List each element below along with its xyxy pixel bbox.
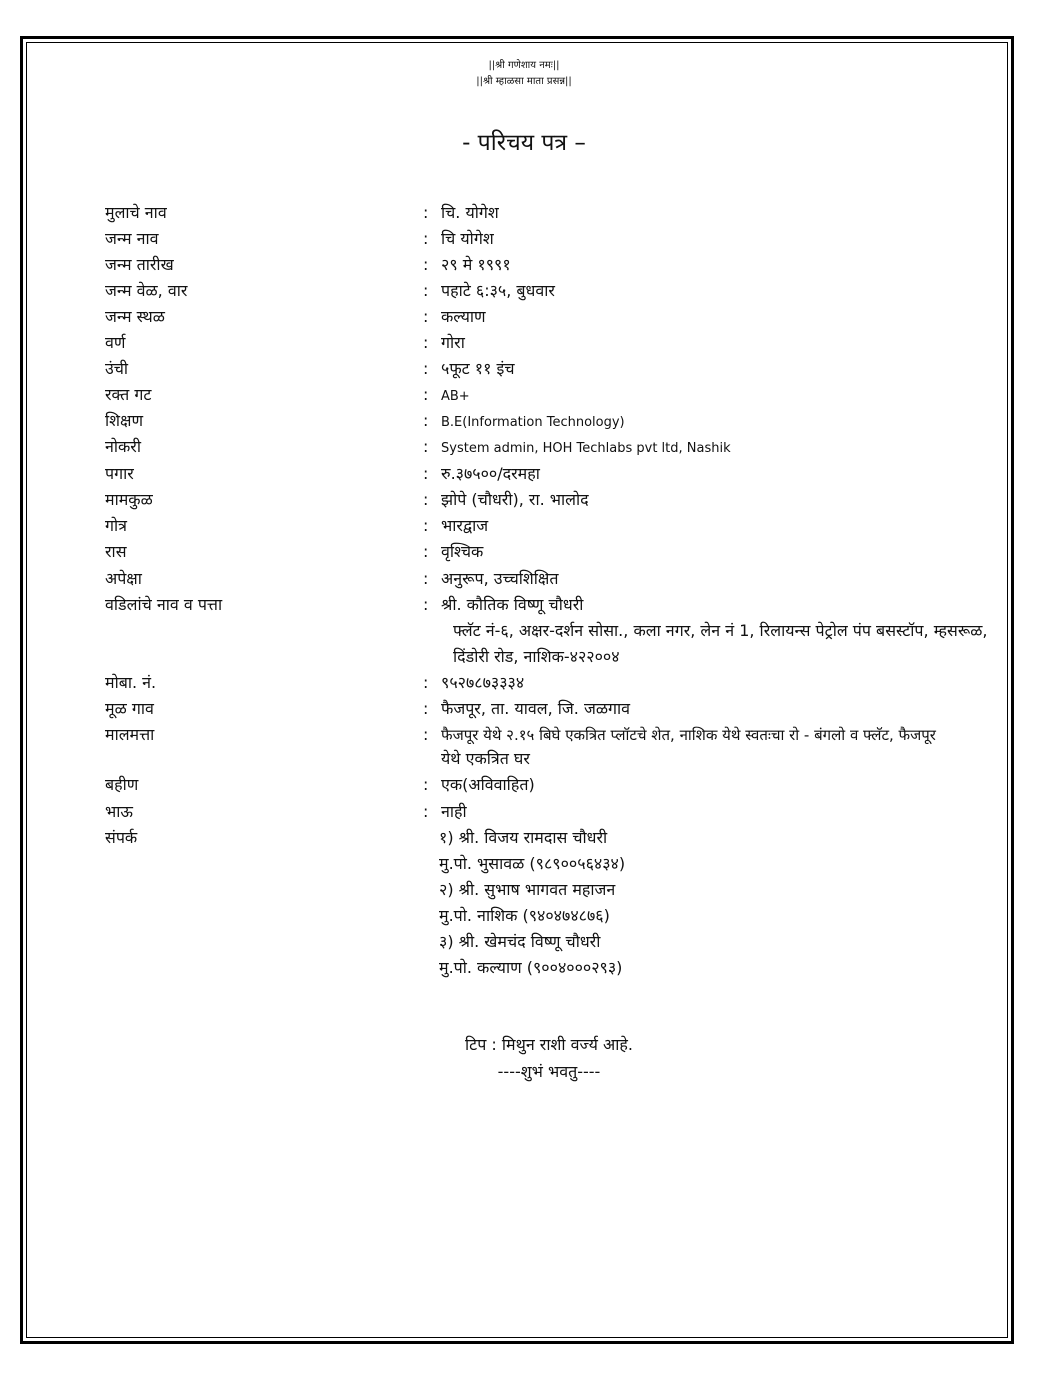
field-colon: : xyxy=(423,595,429,614)
field-colon: : xyxy=(423,203,429,222)
field-value-birth-date: २९ मे १९९१ xyxy=(441,255,511,274)
field-label-salary: पगार xyxy=(105,464,134,483)
field-label-complexion: वर्ण xyxy=(105,333,126,352)
field-value-birth-place: कल्याण xyxy=(441,307,486,326)
field-label-name: मुलाचे नाव xyxy=(105,203,167,222)
field-value-job: System admin, HOH Techlabs pvt ltd, Nashik xyxy=(441,441,731,456)
field-value-native-place: फैजपूर, ता. यावल, जि. जळगाव xyxy=(441,699,631,718)
field-label-education: शिक्षण xyxy=(105,411,144,430)
contact-line-4: मु.पो. नाशिक (९४०४७४८७६) xyxy=(439,906,610,925)
field-colon: : xyxy=(423,699,429,718)
document-title: - परिचय पत्र – xyxy=(462,130,586,156)
field-label-birth-place: जन्म स्थळ xyxy=(105,307,165,326)
field-label-gotra: गोत्र xyxy=(105,516,127,535)
contact-line-5: ३) श्री. खेमचंद विष्णू चौधरी xyxy=(439,932,601,951)
field-colon: : xyxy=(423,775,429,794)
field-label-father: वडिलांचे नाव व पत्ता xyxy=(105,595,223,614)
contact-line-3: २) श्री. सुभाष भागवत महाजन xyxy=(439,880,616,899)
field-label-height: उंची xyxy=(105,359,129,378)
footer-tip: टिप : मिथुन राशी वर्ज्य आहे. xyxy=(465,1035,633,1054)
field-colon: : xyxy=(423,281,429,300)
invocation-mhalsa: ||श्री म्हाळसा माता प्रसन्न|| xyxy=(476,76,572,87)
field-colon: : xyxy=(423,673,429,692)
field-value-father: श्री. कौतिक विष्णू चौधरी xyxy=(441,595,584,614)
field-label-native-place: मूळ गाव xyxy=(105,699,154,718)
field-value-gotra: भारद्वाज xyxy=(441,516,489,535)
field-label-job: नोकरी xyxy=(105,437,142,456)
field-value-height: ५फूट ११ इंच xyxy=(441,359,515,378)
field-value-sister: एक(अविवाहित) xyxy=(441,775,535,794)
field-colon: : xyxy=(423,464,429,483)
field-label-birth-name: जन्म नाव xyxy=(105,229,159,248)
field-value-mobile: ९५२७८७३३३४ xyxy=(441,673,525,692)
field-colon: : xyxy=(423,411,429,430)
invocation-ganesha: ||श्री गणेशाय नमः|| xyxy=(488,60,560,71)
contact-line-2: मु.पो. भुसावळ (९८९००५६४३४) xyxy=(439,854,626,873)
field-colon: : xyxy=(423,569,429,588)
field-value-rashi: वृश्चिक xyxy=(441,542,484,561)
field-label-blood-group: रक्त गट xyxy=(105,385,152,404)
field-label-maternal-family: मामकुळ xyxy=(105,490,153,509)
field-colon: : xyxy=(423,255,429,274)
field-value-expectation: अनुरूप, उच्चशिक्षित xyxy=(441,569,559,588)
property-continuation: येथे एकत्रित घर xyxy=(441,749,530,768)
field-value-blood-group: AB+ xyxy=(441,389,470,404)
field-label-birth-date: जन्म तारीख xyxy=(105,255,174,274)
field-value-complexion: गोरा xyxy=(441,333,465,352)
field-colon: : xyxy=(423,229,429,248)
field-value-name: चि. योगेश xyxy=(441,203,499,222)
field-colon: : xyxy=(423,307,429,326)
field-value-brother: नाही xyxy=(441,802,467,821)
field-label-contact: संपर्क xyxy=(105,828,138,847)
field-label-mobile: मोबा. नं. xyxy=(105,673,157,692)
field-colon: : xyxy=(423,542,429,561)
field-value-maternal-family: झोपे (चौधरी), रा. भालोद xyxy=(441,490,589,509)
field-colon: : xyxy=(423,359,429,378)
field-label-brother: भाऊ xyxy=(105,802,133,821)
field-colon: : xyxy=(423,333,429,352)
field-value-salary: रु.३७५००/दरमहा xyxy=(441,464,540,483)
footer-blessing: ----शुभं भवतु---- xyxy=(497,1062,601,1081)
field-label-sister: बहीण xyxy=(105,775,139,794)
field-label-rashi: रास xyxy=(105,542,127,561)
field-value-education: B.E(Information Technology) xyxy=(441,415,625,430)
contact-line-1: १) श्री. विजय रामदास चौधरी xyxy=(439,828,608,847)
field-colon: : xyxy=(423,437,429,456)
field-colon: : xyxy=(423,725,429,744)
field-value-birth-name: चि योगेश xyxy=(441,229,494,248)
field-label-property: मालमत्ता xyxy=(105,725,155,744)
father-address-line-2: दिंडोरी रोड, नाशिक-४२२००४ xyxy=(453,647,620,666)
field-colon: : xyxy=(423,385,429,404)
field-label-birth-time: जन्म वेळ, वार xyxy=(105,281,188,300)
field-colon: : xyxy=(423,516,429,535)
field-colon: : xyxy=(423,490,429,509)
field-colon: : xyxy=(423,802,429,821)
contact-line-6: मु.पो. कल्याण (९००४०००२९३) xyxy=(439,958,623,977)
field-label-expectation: अपेक्षा xyxy=(105,569,142,588)
field-value-birth-time: पहाटे ६:३५, बुधवार xyxy=(441,281,555,300)
father-address-line-1: फ्लॅट नं-६, अक्षर-दर्शन सोसा., कला नगर, लेन नं 1, रिलायन्स पेट्रोल पंप बसस्टॉप, म्हसरूळ, xyxy=(453,621,988,640)
field-value-property: फैजपूर येथे २.१५ बिघे एकत्रित प्लॉटचे शेत, नाशिक येथे स्वतःचा रो - बंगलो व फ्लॅट, फैजपूर xyxy=(441,726,936,744)
